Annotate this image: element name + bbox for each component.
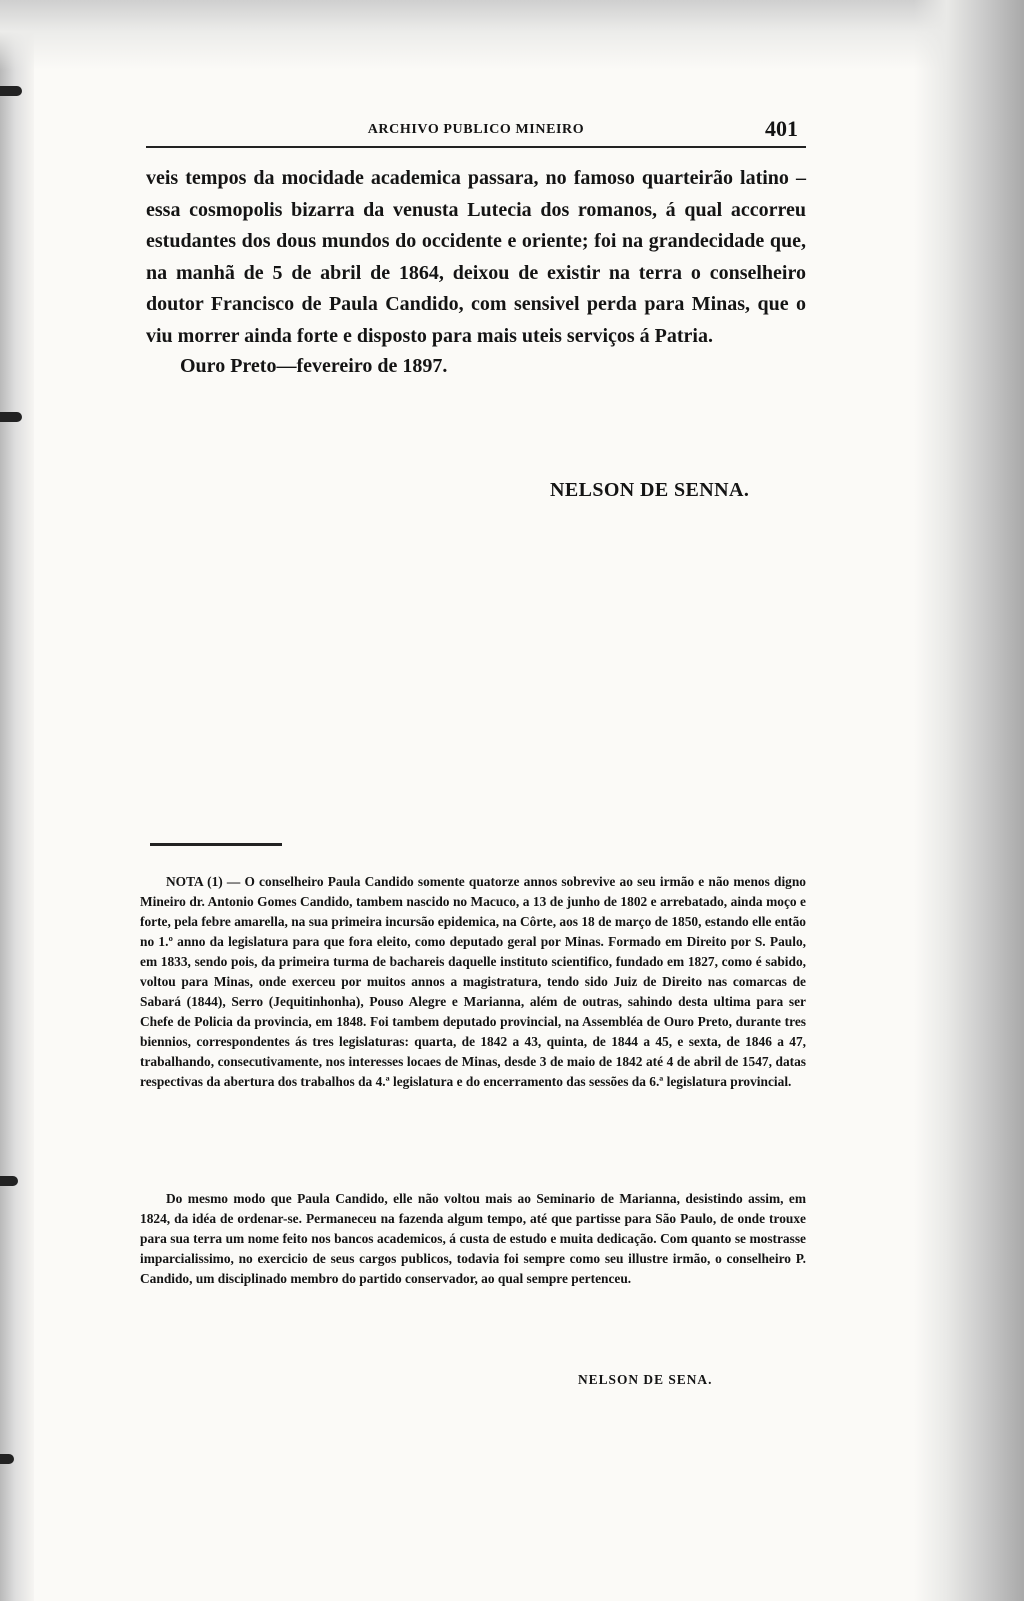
scan-mark xyxy=(0,86,22,96)
scan-mark xyxy=(0,1176,18,1186)
scan-top-edge xyxy=(0,0,1024,70)
scan-mark xyxy=(0,1454,14,1464)
author-signature: NELSON DE SENNA. xyxy=(550,479,750,501)
body-paragraph: veis tempos da mocidade academica passara, no famoso quarteirão latino – essa cosmopolis bizarra da venusta Lutecia dos romanos, á qual accorreu estudantes dos dous mundos do occidente e oriente; foi na grandecidade que, na manhã de 5 de abril de 1864, deixou de existir na terra o conselheiro doutor Francisco de Paula Candido, com sensivel perda para Minas, que o viu morrer ainda forte e disposto para mais uteis serviços á Patria. xyxy=(146,167,806,347)
page-number: 401 xyxy=(765,116,798,141)
footnote-signature: NELSON DE SENA. xyxy=(578,1372,713,1387)
footnote-paragraph-1: NOTA (1) — O conselheiro Paula Candido somente quatorze annos sobrevive ao seu irmão e não menos digno Mineiro dr. Antonio Gomes Candido, tambem nascido no Macuco, a 13 de junho de 1802 e arrebatado, ainda moço e forte, pela febre amarella, na sua primeira incursão epidemica, na Côrte, aos 18 de março de 1850, estando elle então no 1.º anno da legislatura para que fora eleito, como deputado geral por Minas. Formado em Direito por S. Paulo, em 1833, sendo pois, da primeira turma de bachareis daquelle instituto scientifico, fundado em 1827, como é sabido, voltou para Minas, onde exerceu por muitos annos a magistratura, tendo sido Juiz de Direito nas comarcas de Sabará (1844), Serro (Jequitinhonha), Pouso Alegre e Marianna, além de outras, sahindo desta ultima para ser Chefe de Policia da provincia, em 1848. Foi tambem deputado provincial, na Assembléa de Ouro Preto, durante tres biennios, correspondentes ás tres legislaturas: quarta, de 1842 a 43, quinta, de 1844 a 45, e sexta, de 1846 a 47, trabalhando, consecutivamente, nos interesses locaes de Minas, desde 3 de maio de 1842 até 4 de abril de 1547, datas respectivas da abertura dos trabalhos da 4.ª legislatura e do encerramento das sessões da 6.ª legislatura provincial. xyxy=(140,874,806,1089)
page-header xyxy=(146,116,806,148)
scan-mark xyxy=(0,412,22,422)
dateline: Ouro Preto—fevereiro de 1897. xyxy=(180,355,448,377)
scan-left-edge xyxy=(0,0,34,1601)
scan-right-edge xyxy=(914,0,1024,1601)
running-title: ARCHIVO PUBLICO MINEIRO xyxy=(367,122,585,137)
footnote-divider xyxy=(150,843,282,846)
footnote-paragraph-2: Do mesmo modo que Paula Candido, elle não voltou mais ao Seminario de Marianna, desistindo assim, em 1824, da idéa de ordenar-se. Permaneceu na fazenda algum tempo, até que partisse para São Paulo, de onde trouxe para sua terra um nome feito nos bancos academicos, á custa de estudo e muita dedicação. Com quanto se mostrasse imparcialissimo, no exercicio de seus cargos publicos, todavia foi sempre como seu illustre irmão, o conselheiro P. Candido, um disciplinado membro do partido conservador, ao qual sempre pertenceu. xyxy=(140,1191,806,1286)
